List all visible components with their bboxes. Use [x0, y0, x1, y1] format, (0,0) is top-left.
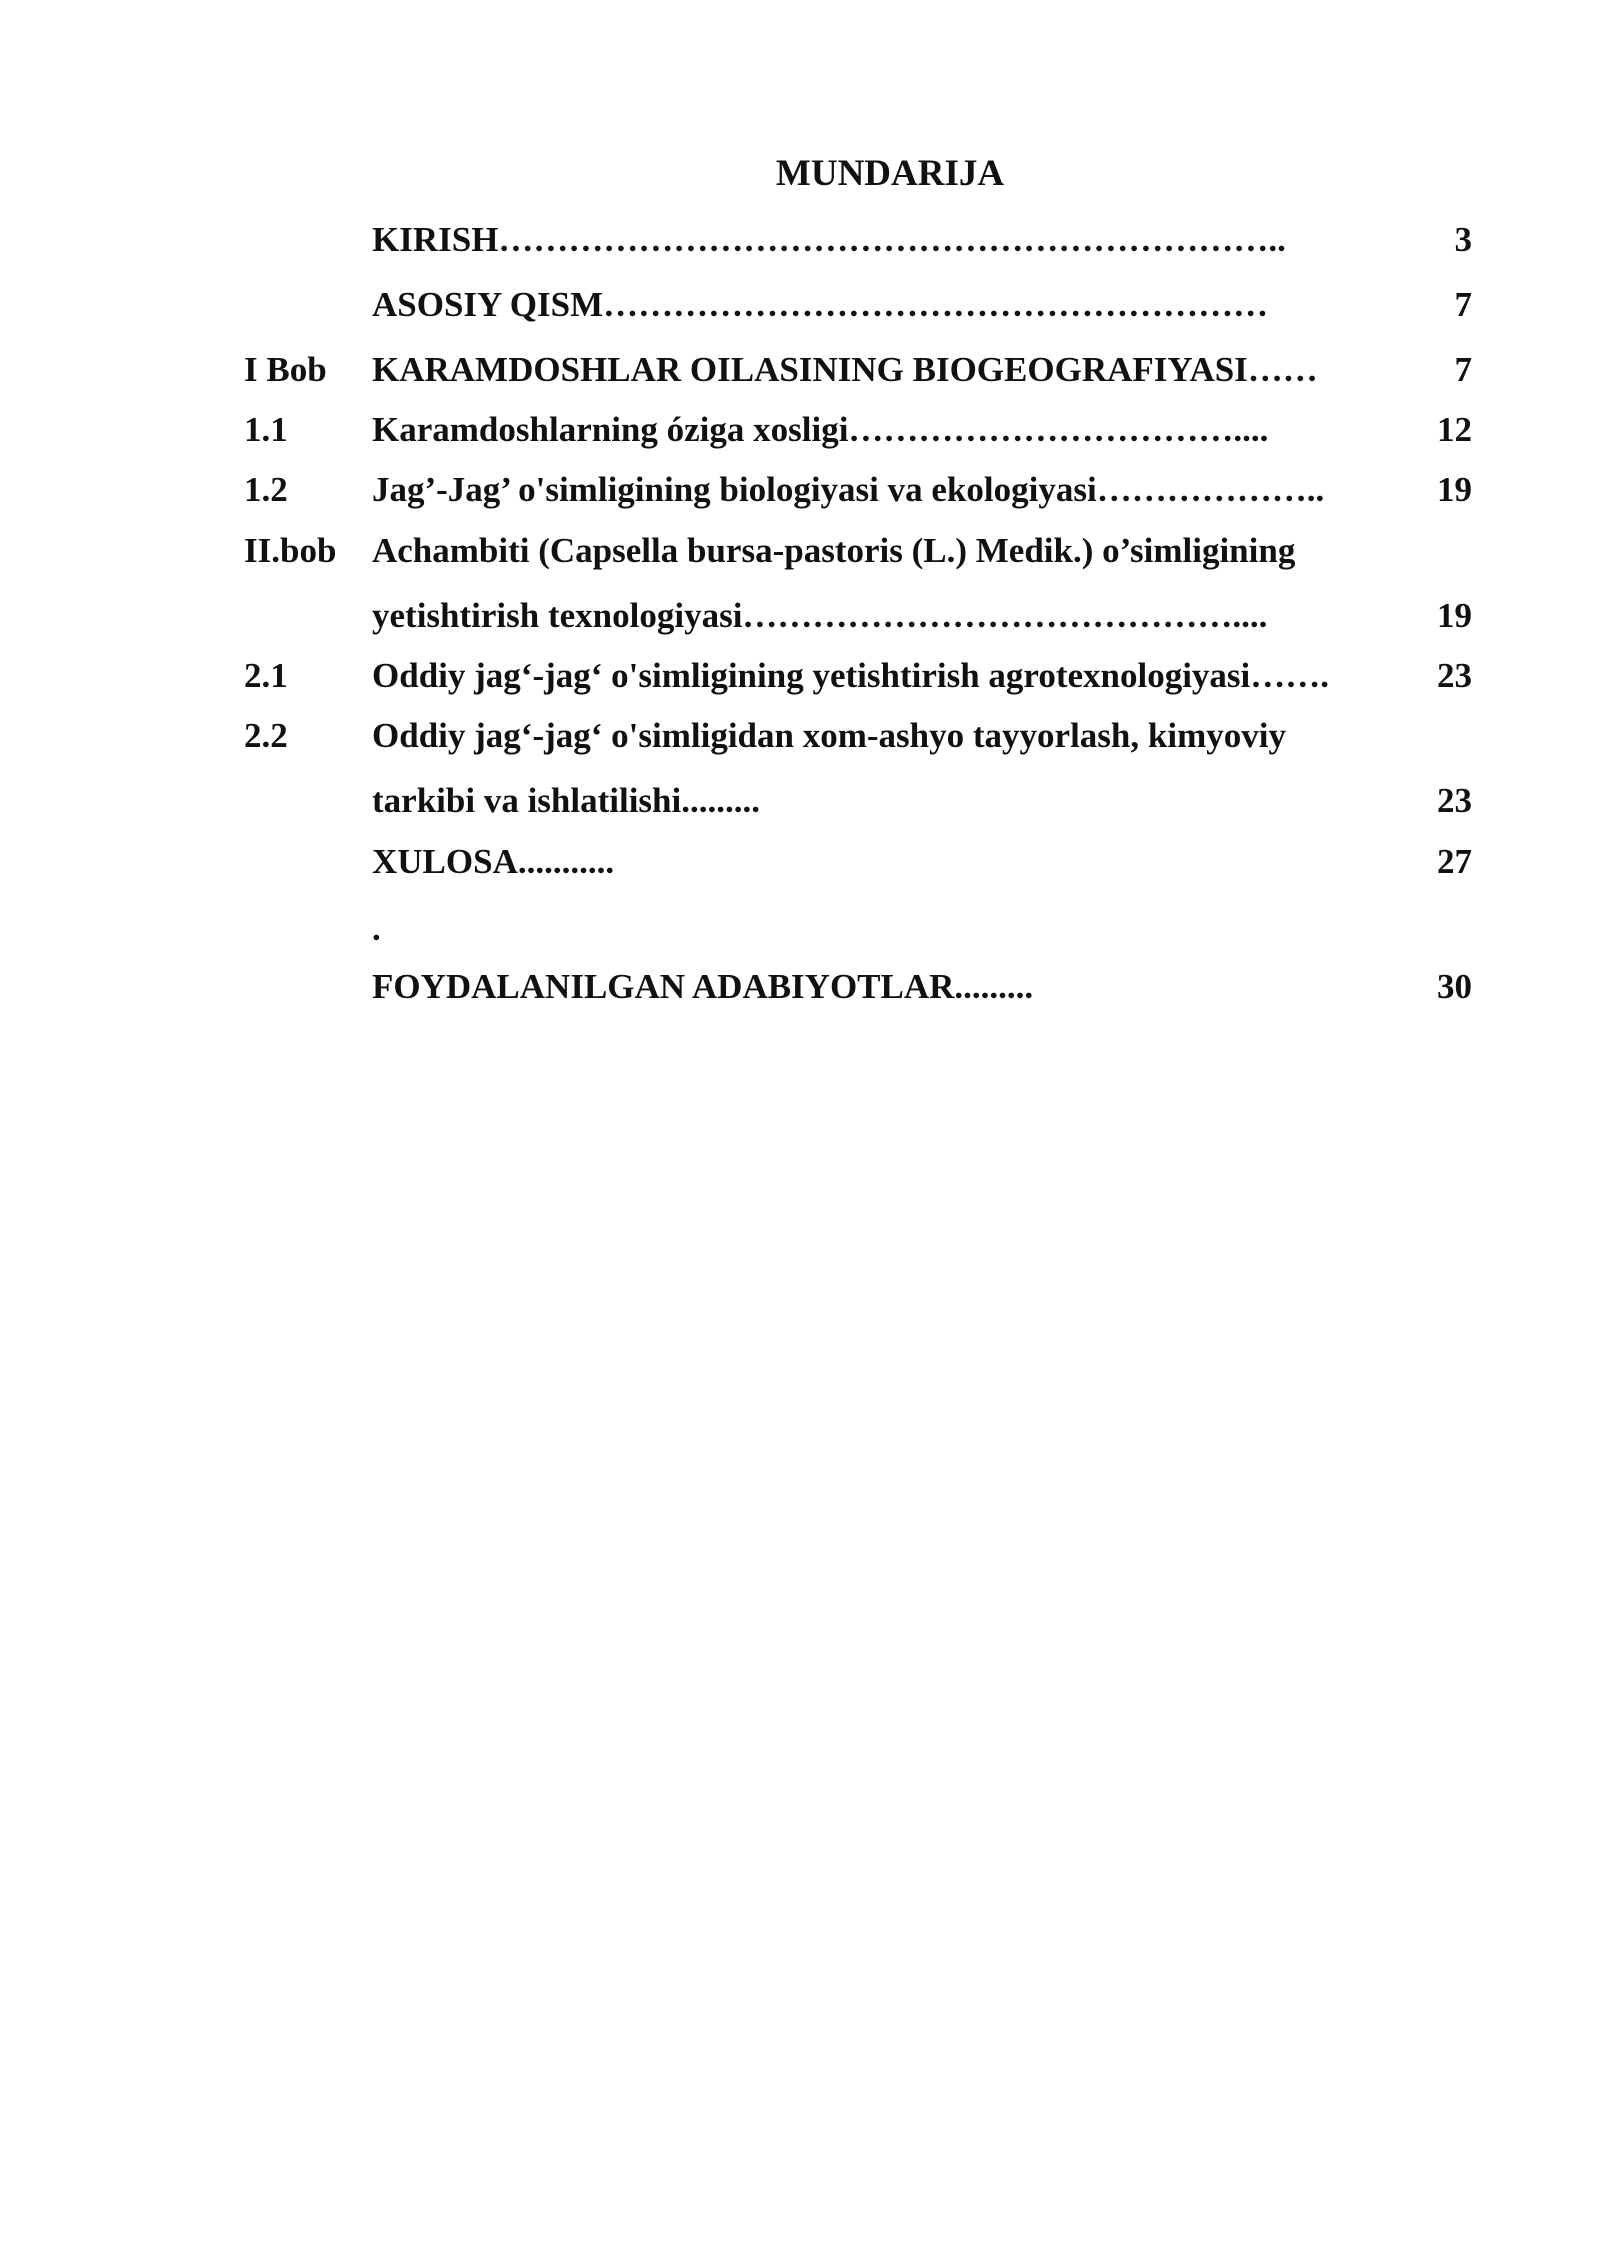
toc-entry-page: 19 — [1437, 596, 1472, 635]
toc-entry-page: 23 — [1437, 656, 1472, 695]
toc-entry-text: KARAMDOSHLAR OILASINING BIOGEOGRAFIYASI…… — [372, 350, 1318, 389]
toc-entry-text: FOYDALANILGAN ADABIYOTLAR......... — [372, 967, 1034, 1006]
toc-entry-text: Oddiy jag‘-jag‘ o'simligidan xom-ashyo tayyorlash, kimyoviy — [372, 716, 1286, 755]
toc-entry-text: KIRISH………………………………………………………….. — [372, 220, 1286, 259]
toc-entry-text-continuation: tarkibi va ishlatilishi......... — [372, 781, 760, 820]
toc-entry-text: Jag’-Jag’ o'simligining biologiyasi va ekologiyasi……………….. — [372, 470, 1325, 509]
page-title: MUNDARIJA — [775, 153, 1005, 194]
toc-stray-period: . — [372, 909, 381, 948]
toc-entry-page: 19 — [1437, 470, 1472, 509]
toc-entry-number: 1.2 — [244, 470, 288, 509]
toc-entry-text-continuation: yetishtirish texnologiyasi…………………………………….... — [372, 596, 1268, 635]
toc-entry-page: 7 — [1454, 285, 1472, 324]
toc-entry-number: 1.1 — [244, 410, 288, 449]
toc-entry-number: II.bob — [244, 531, 337, 570]
toc-entry-page: 3 — [1454, 220, 1472, 259]
toc-entry-number: I Bob — [244, 350, 327, 389]
toc-entry-number: 2.2 — [244, 716, 288, 755]
toc-entry-number: 2.1 — [244, 656, 288, 695]
toc-entry-page: 27 — [1437, 842, 1472, 881]
toc-entry-text: Oddiy jag‘-jag‘ o'simligining yetishtirish agrotexnologiyasi……. — [372, 656, 1330, 695]
toc-entry-text: XULOSA........... — [372, 842, 615, 881]
toc-entry-page: 7 — [1454, 350, 1472, 389]
toc-entry-page: 12 — [1437, 410, 1472, 449]
toc-entry-page: 30 — [1437, 967, 1472, 1006]
toc-entry-text: Karamdoshlarning óziga xosligi…………………………….... — [372, 410, 1269, 449]
toc-entry-text: Achambiti (Capsella bursa-pastoris (L.) Medik.) o’simligining — [372, 531, 1296, 570]
toc-entry-text: ASOSIY QISM………………………………………………… — [372, 285, 1269, 324]
toc-entry-page: 23 — [1437, 781, 1472, 820]
